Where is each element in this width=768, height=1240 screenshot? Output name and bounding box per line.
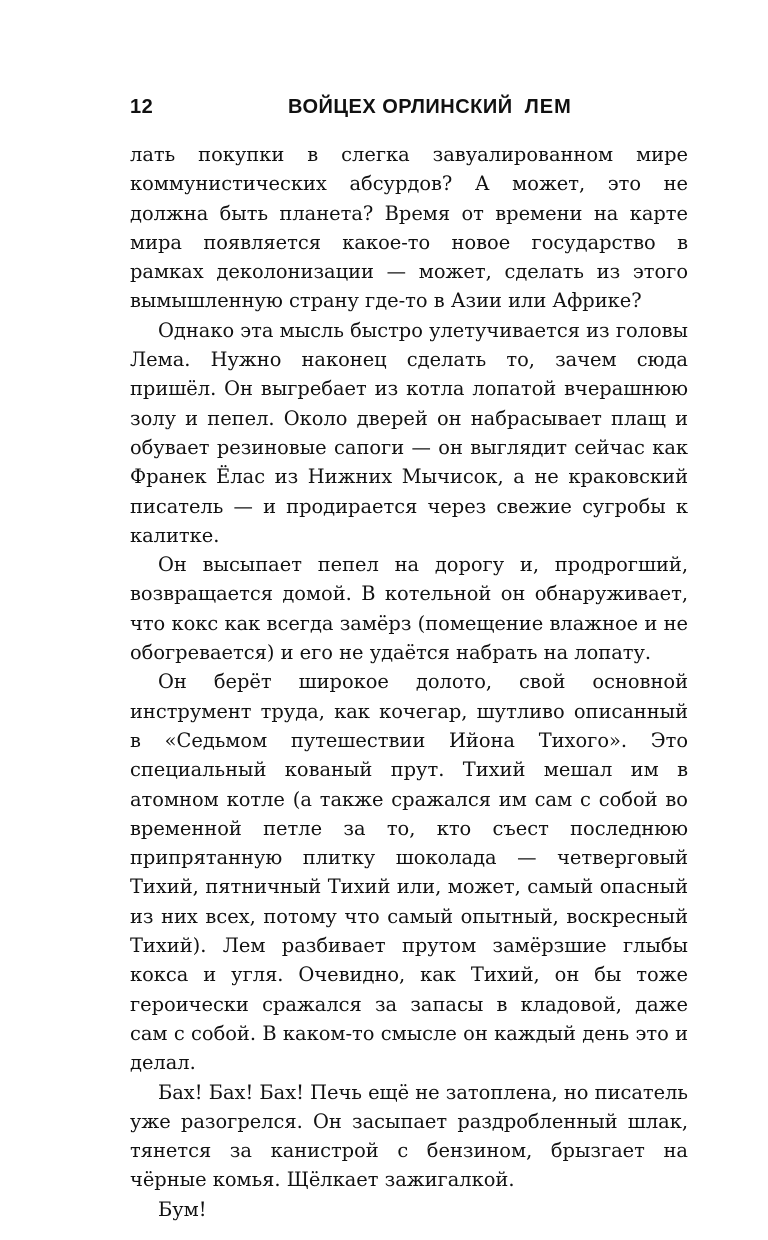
paragraph: Однако эта мысль быстро улетучивается из головы Лема. Нужно наконец сделать то, зачем сюда пришёл. Он выгребает из котла лопатой вчерашнюю золу и пепел. Около дверей он набрасывает плащ и обувает резиновые сапоги — он выглядит сейчас как Франек Ёлас из Нижних Мычисок, а не краковский писатель — и продирается через свежие сугробы к калитке. bbox=[130, 318, 688, 547]
page-number: 12 bbox=[130, 96, 154, 118]
running-title-author: ВОЙЦЕХ ОРЛИНСКИЙ bbox=[288, 96, 513, 118]
paragraph: Он высыпает пепел на дорогу и, продрогший, возвращается домой. В котельной он обнаруживает, что кокс как всегда замёрз (помещение влажное и не обогревается) и его не удаётся набрать на лопату. bbox=[130, 553, 688, 665]
paragraph: Он берёт широкое долото, свой основной инструмент труда, как кочегар, шутливо описанный в «Седьмом путешествии Ийона Тихого». Это специальный кованый прут. Тихий мешал им в атомном котле (а также сражался им сам с собой во временной петле за то, кто съест последнюю припрятанную плитку шоколада — четверговый Тихий, пятничный Тихий или, может, самый опасный из них всех, потому что самый опытный, воскресный Тихий). Лем разбивает прутом замёрзшие глыбы кокса и угля. Очевидно, как Тихий, он бы тоже героически сражался за запасы в кладовой, даже сам с собой. В каком-то смысле он каждый день это и делал. bbox=[130, 670, 688, 1075]
paragraph: Бах! Бах! Бах! Печь ещё не затоплена, но писатель уже разогрелся. Он засыпает раздробленный шлак, тянется за канистрой с бензином, брызгает на чёрные комья. Щёлкает зажигалкой. bbox=[130, 1080, 688, 1192]
body-text bbox=[130, 140, 688, 1224]
running-title bbox=[288, 96, 572, 119]
paragraph: Бум! bbox=[158, 1197, 207, 1221]
paragraph-continuation: лать покупки в слегка завуалированном мире коммунистических абсурдов? А может, это не должна быть планета? Время от времени на карте мира появляется какое-то новое государство в рамках деколонизации — может, сделать из этого вымышленную страну где-то в Азии или Африке? bbox=[130, 143, 688, 313]
running-title-subject: ЛЕМ bbox=[524, 96, 572, 118]
running-head bbox=[130, 96, 690, 128]
